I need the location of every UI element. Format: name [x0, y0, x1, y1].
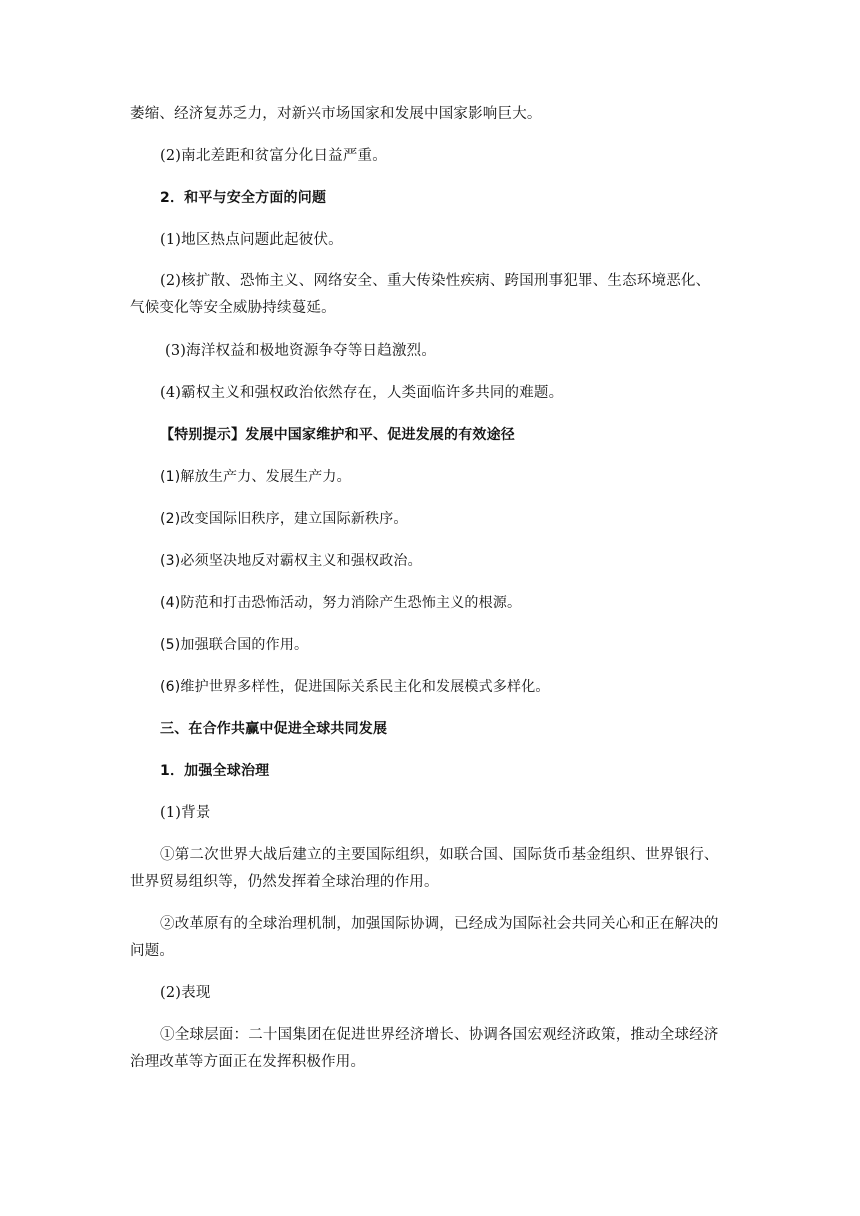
- text-line: (2)南北差距和贫富分化日益严重。: [160, 148, 387, 164]
- tip-heading: 【特别提示】发展中国家维护和平、促进发展的有效途径: [160, 427, 515, 443]
- text-line: (6)维护世界多样性，促进国际关系民主化和发展模式多样化。: [160, 679, 550, 695]
- text-line: (1)地区热点问题此起彼伏。: [160, 232, 343, 248]
- text-line: 问题。: [130, 943, 175, 959]
- text-line: (2)改变国际旧秩序，建立国际新秩序。: [160, 511, 408, 527]
- text-line: (4)霸权主义和强权政治依然存在，人类面临许多共同的难题。: [160, 385, 564, 401]
- text-line: ②改革原有的全球治理机制，加强国际协调，已经成为国际社会共同关心和正在解决的: [160, 916, 719, 932]
- text-line: (2)核扩散、恐怖主义、网络安全、重大传染性疾病、跨国刑事犯罪、生态环境恶化、: [160, 273, 711, 289]
- text-line: (1)解放生产力、发展生产力。: [160, 469, 351, 485]
- section-heading: 三、在合作共赢中促进全球共同发展: [160, 721, 388, 737]
- text-line: (3)必须坚决地反对霸权主义和强权政治。: [160, 553, 422, 569]
- text-line: (4)防范和打击恐怖活动，努力消除产生恐怖主义的根源。: [160, 595, 522, 611]
- text-line: (3)海洋权益和极地资源争夺等日趋激烈。: [165, 343, 437, 359]
- text-line: 萎缩、经济复苏乏力，对新兴市场国家和发展中国家影响巨大。: [130, 106, 542, 122]
- text-line: (1)背景: [160, 805, 211, 821]
- text-line: (5)加强联合国的作用。: [160, 637, 309, 653]
- text-line: (2)表现: [160, 985, 211, 1001]
- text-line: ①全球层面：二十国集团在促进世界经济增长、协调各国宏观经济政策，推动全球经济: [160, 1027, 719, 1043]
- text-line: 世界贸易组织等，仍然发挥着全球治理的作用。: [130, 874, 439, 890]
- section-heading: 1．加强全球治理: [160, 763, 270, 779]
- text-line: 气候变化等安全威胁持续蔓延。: [130, 300, 336, 316]
- text-line: 治理改革等方面正在发挥积极作用。: [130, 1054, 366, 1070]
- text-line: ①第二次世界大战后建立的主要国际组织，如联合国、国际货币基金组织、世界银行、: [160, 847, 719, 863]
- section-heading: 2．和平与安全方面的问题: [160, 190, 327, 206]
